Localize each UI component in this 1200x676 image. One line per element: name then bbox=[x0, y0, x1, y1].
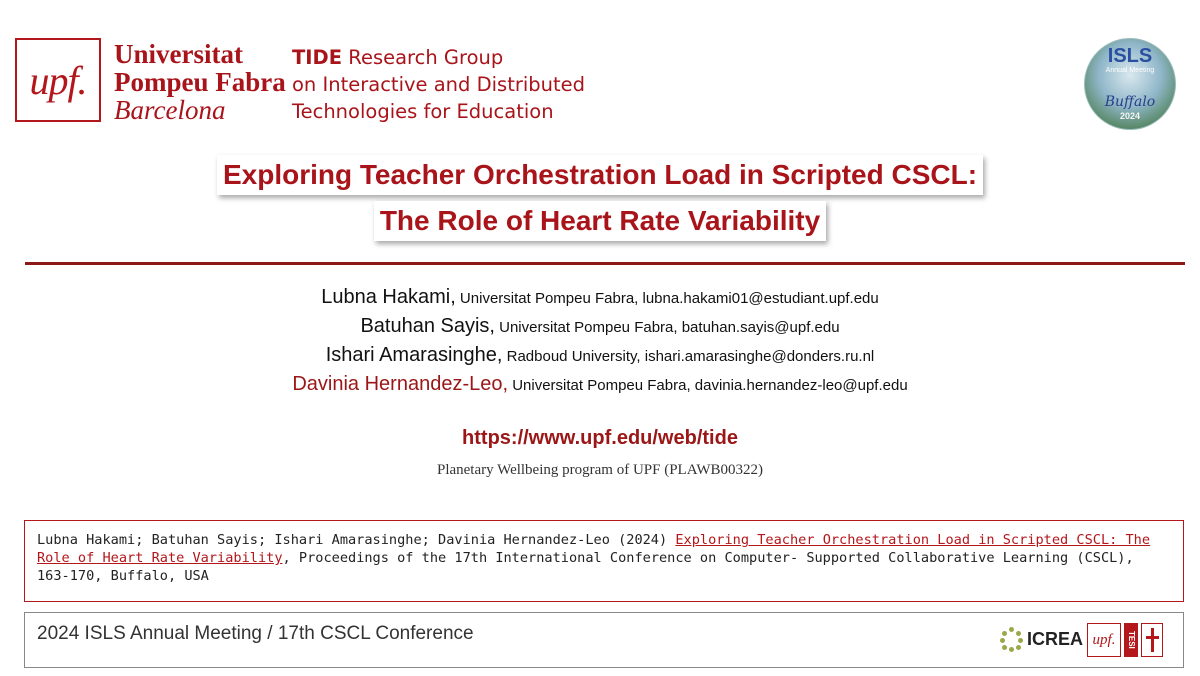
tesi-label: TESI bbox=[1124, 623, 1138, 657]
funding-program: Planetary Wellbeing program of UPF (PLAWB00322) bbox=[436, 462, 763, 478]
author-name: Davinia Hernandez-Leo, bbox=[292, 373, 509, 395]
paper-title-line1: Exploring Teacher Orchestration Load in Scripted CSCL: bbox=[217, 155, 983, 195]
university-name-line3: Barcelona bbox=[114, 95, 226, 125]
upf-logo bbox=[15, 38, 101, 122]
badge-subtitle: Annual Meeting bbox=[1105, 67, 1155, 74]
author-name: Ishari Amarasinghe, bbox=[325, 344, 503, 366]
author-affiliation: Universitat Pompeu Fabra, davinia.hernandez-leo@upf.edu bbox=[508, 377, 908, 394]
paper-title bbox=[0, 155, 1200, 241]
tide-website-link[interactable]: https://www.upf.edu/web/tide bbox=[462, 427, 738, 449]
footer-bar bbox=[24, 612, 1184, 668]
author-row bbox=[0, 312, 1200, 341]
shield-icon bbox=[1141, 623, 1163, 657]
university-name bbox=[114, 40, 286, 124]
tide-label: TIDE bbox=[292, 46, 343, 69]
icrea-logo bbox=[1000, 627, 1083, 651]
research-group-line1: Research Group bbox=[342, 46, 504, 69]
university-name-line1: Universitat bbox=[114, 39, 243, 69]
citation-box bbox=[24, 520, 1184, 602]
isls-buffalo-badge bbox=[1084, 38, 1176, 130]
conference-label: 2024 ISLS Annual Meeting / 17th CSCL Conference bbox=[37, 623, 474, 644]
author-affiliation: Universitat Pompeu Fabra, lubna.hakami01@estudiant.upf.edu bbox=[455, 290, 879, 307]
citation-suffix: , Proceedings of the 17th International Conference on Computer- Supported Collaborative Learning (CSCL), 163-170, Buffalo, USA bbox=[37, 550, 1134, 584]
author-list bbox=[0, 283, 1200, 399]
citation-paper-link[interactable]: Exploring Teacher Orchestration Load in Scripted CSCL: The Role of Heart Rate Variability bbox=[37, 532, 1151, 566]
author-name: Lubna Hakami, bbox=[321, 286, 456, 308]
university-name-line2: Pompeu Fabra bbox=[114, 67, 286, 97]
author-name: Batuhan Sayis, bbox=[360, 315, 495, 337]
paper-title-line2: The Role of Heart Rate Variability bbox=[374, 201, 826, 241]
upf-logo-text: upf. bbox=[29, 57, 87, 103]
upf-small-logo-text: upf. bbox=[1092, 631, 1116, 648]
badge-city: Buffalo bbox=[1104, 94, 1156, 110]
author-row bbox=[0, 341, 1200, 370]
citation-prefix: Lubna Hakami; Batuhan Sayis; Ishari Amarasinghe; Davinia Hernandez-Leo (2024) bbox=[37, 532, 676, 548]
author-row bbox=[0, 283, 1200, 312]
upf-small-logo bbox=[1087, 623, 1121, 657]
research-group-line2: on Interactive and Distributed bbox=[292, 73, 586, 96]
research-group-line3: Technologies for Education bbox=[292, 100, 554, 123]
badge-title: ISLS bbox=[1107, 45, 1153, 67]
research-group-name bbox=[292, 44, 585, 125]
author-row bbox=[0, 370, 1200, 399]
icrea-label: ICREA bbox=[1027, 628, 1084, 649]
author-affiliation: Universitat Pompeu Fabra, batuhan.sayis@upf.edu bbox=[494, 319, 840, 336]
icrea-mark-icon bbox=[1000, 627, 1024, 651]
author-affiliation: Radboud University, ishari.amarasinghe@donders.ru.nl bbox=[502, 348, 875, 365]
badge-year: 2024 bbox=[1119, 111, 1141, 121]
title-divider bbox=[25, 262, 1185, 265]
